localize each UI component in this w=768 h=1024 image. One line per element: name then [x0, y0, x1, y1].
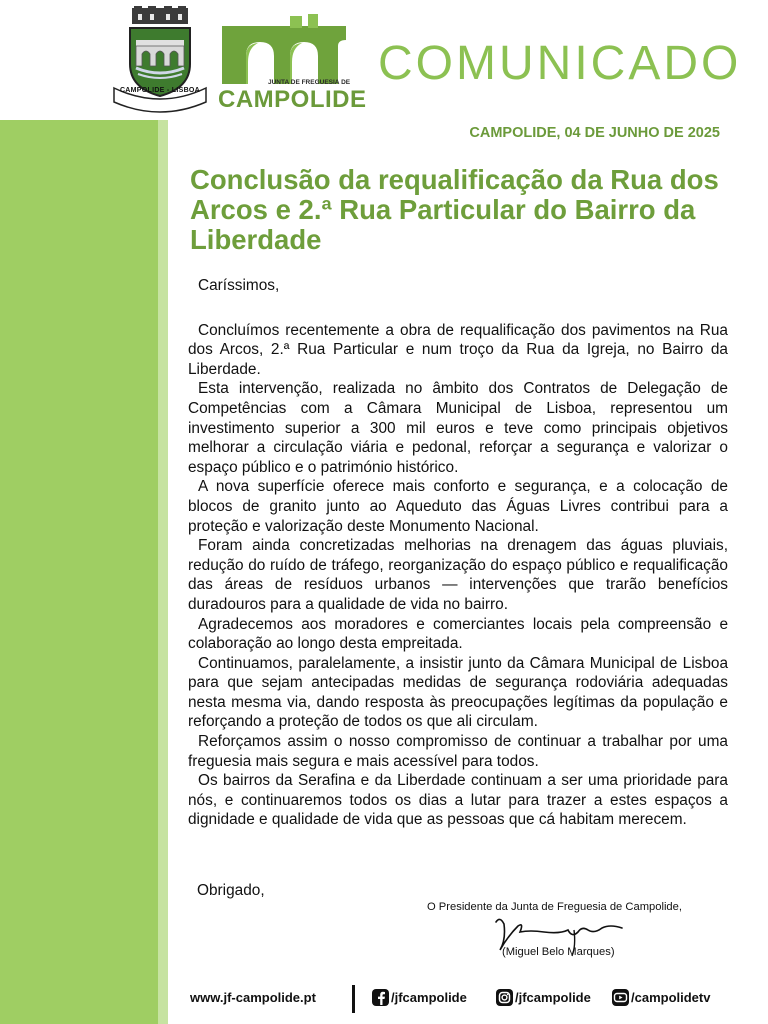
paragraph: A nova superfície oferece mais conforto e segurança, e a colocação de blocos de granito junto ao Aqueduto das Águas Livres contribui para a proteção e valorização deste Monumento Nacional. [188, 478, 728, 535]
paragraph: Reforçamos assim o nosso compromisso de continuar a trabalhar por uma freguesia mais segura e mais acessível para todos. [188, 733, 728, 770]
closing: Obrigado, [197, 882, 265, 899]
paragraph: Foram ainda concretizadas melhorias na drenagem das águas pluviais, redução do ruído de tráfego, reorganização do espaço público e requalificação das áreas de resíduos urbanos — intervenções que trarão benefícios duradouros para a qualidade de vida no bairro. [188, 537, 728, 613]
instagram-link[interactable]: /jfcampolide [496, 989, 591, 1007]
letter-body [188, 276, 728, 830]
crest-label: CAMPOLIDE - LISBOA [119, 87, 201, 94]
signatory-name: (Miguel Belo Marques) [502, 946, 615, 958]
youtube-link[interactable]: /campolidetv [612, 989, 710, 1007]
facebook-icon [372, 989, 389, 1006]
document-type-title: COMUNICADO [378, 37, 742, 90]
parish-crest-logo [112, 6, 208, 120]
signatory-title: O Presidente da Junta de Freguesia de Campolide, [427, 901, 682, 913]
website-link[interactable]: www.jf-campolide.pt [190, 990, 316, 1005]
salutation: Caríssimos, [198, 277, 280, 294]
left-light-green-stripe [158, 0, 168, 1024]
paragraph: Continuamos, paralelamente, a insistir junto da Câmara Municipal de Lisboa para que sejam antecipadas medidas de segurança rodoviária adequadas nesta mesma via, dando resposta às preocupações legítimas da população e reforçando a proteção de todos os que ali circulam. [188, 654, 728, 731]
paragraph: Concluímos recentemente a obra de requalificação dos pavimentos na Rua dos Arcos, 2.ª Rua Particular e num troço da Rua da Igreja, no Bairro da Liberdade. [188, 321, 728, 378]
youtube-icon [612, 989, 629, 1006]
instagram-icon [496, 989, 513, 1006]
jf-name: CAMPOLIDE [218, 86, 367, 113]
paragraph: Os bairros da Serafina e da Liberdade continuam a ser uma prioridade para nós, e continuaremos todos os dias a lutar para trazer a estes espaços a dignidade e qualidade de vida que as pessoas que cá habitam merecem. [188, 772, 728, 829]
footer-divider [352, 985, 355, 1013]
paragraph: Agradecemos aos moradores e comerciantes locais pela compreensão e colaboração ao longo desta empreitada. [188, 615, 728, 653]
facebook-link[interactable]: /jfcampolide [372, 989, 467, 1007]
paragraph: Esta intervenção, realizada no âmbito dos Contratos de Delegação de Competências com a Câmara Municipal de Lisboa, representou um investimento superior a 300 mil euros e teve como principais objetivos melhorar a circulação viária e pedonal, reforçar a segurança e valorizar o espaço público e o património histórico. [188, 380, 728, 476]
left-green-bar [0, 0, 158, 1024]
jf-subtitle: JUNTA DE FREGUESIA DE [268, 79, 351, 86]
footer [0, 988, 768, 1010]
date-line: CAMPOLIDE, 04 DE JUNHO DE 2025 [469, 125, 720, 141]
headline: Conclusão da requalificação da Rua dos Arcos e 2.ª Rua Particular do Bairro da Liberdade [190, 164, 719, 255]
